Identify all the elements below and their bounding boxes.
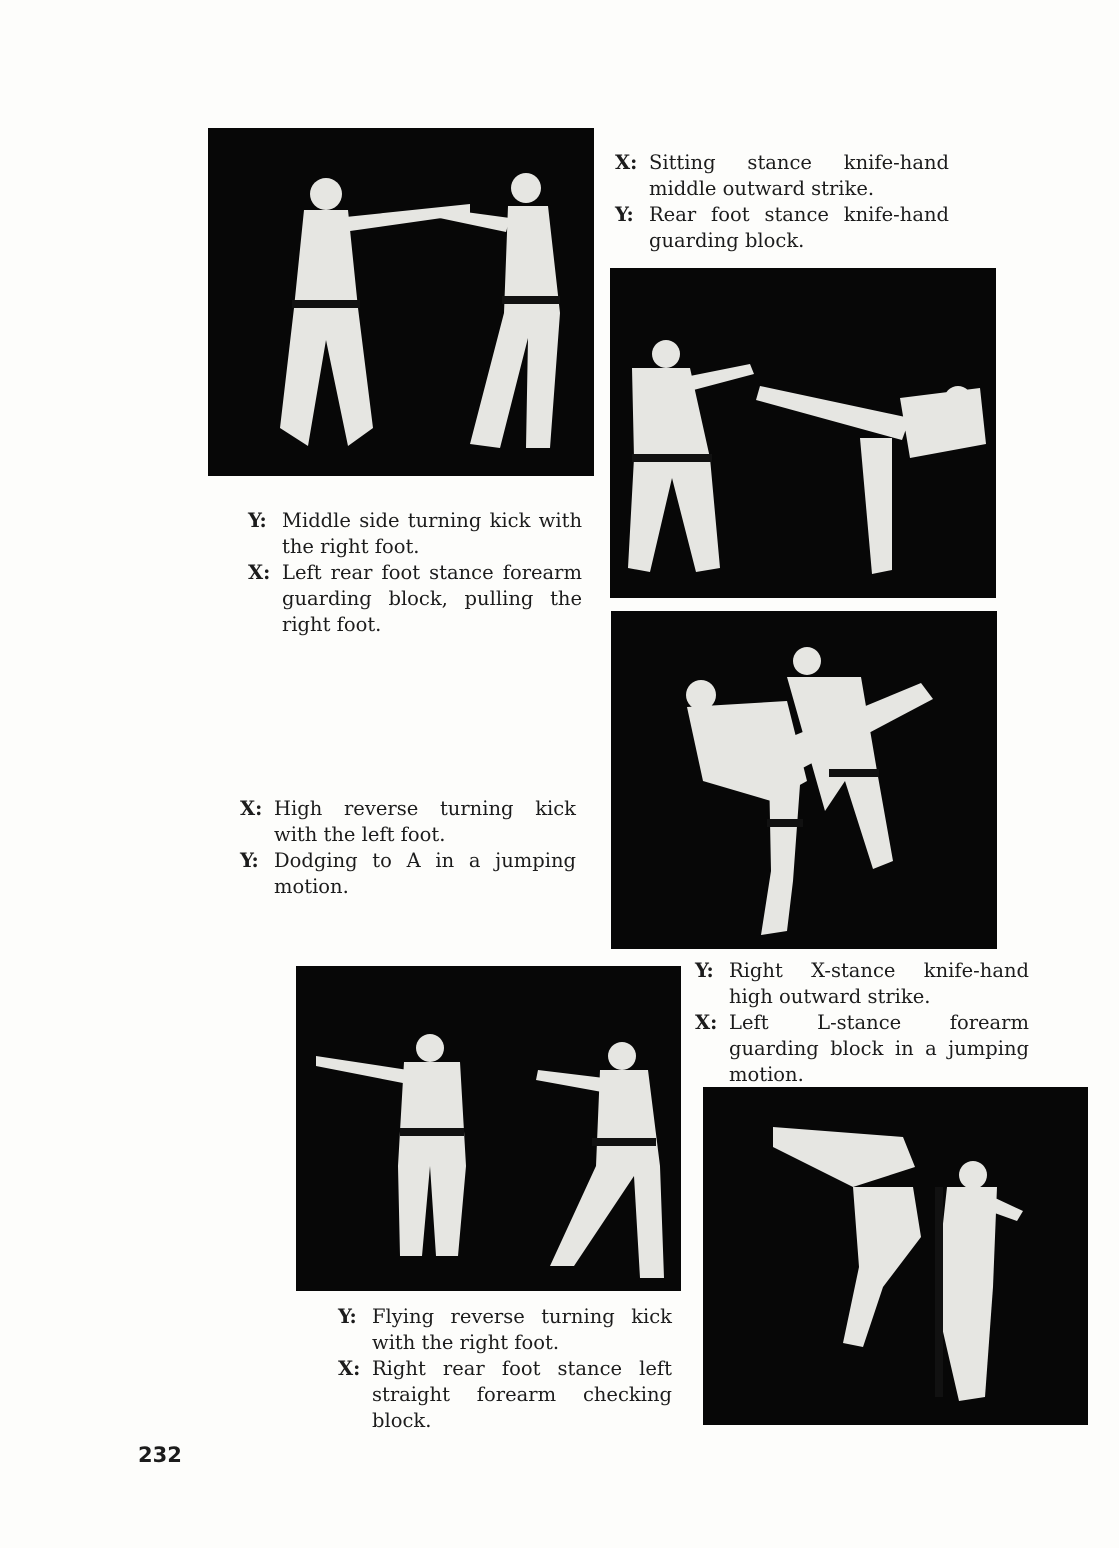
caption-3: [240, 796, 576, 900]
caption-text: Right X-stance knife-hand high outward strike.: [729, 959, 1029, 1008]
photo-reverse-turning-kick: [611, 611, 997, 949]
photo-x-stance-strike: [296, 966, 681, 1291]
caption-tag: X:: [695, 1011, 718, 1034]
caption-entry: [695, 958, 1029, 1010]
page-number: 232: [138, 1443, 182, 1467]
photo-knife-hand-strike: [208, 128, 594, 476]
caption-tag: X:: [240, 797, 263, 820]
caption-tag: X:: [248, 561, 271, 584]
caption-text: Flying reverse turning kick with the right foot.: [372, 1305, 672, 1354]
caption-text: Right rear foot stance left straight forearm checking block.: [372, 1357, 672, 1432]
caption-entry: [695, 1010, 1029, 1088]
caption-text: Left L-stance forearm guarding block in a jumping motion.: [729, 1011, 1029, 1086]
photo-side-turning-kick: [610, 268, 996, 598]
caption-tag: Y:: [695, 959, 714, 982]
caption-tag: X:: [338, 1357, 361, 1380]
caption-entry: [240, 848, 576, 900]
caption-text: Rear foot stance knife-hand guarding block.: [649, 203, 949, 252]
caption-text: Dodging to A in a jumping motion.: [274, 849, 576, 898]
caption-text: Left rear foot stance forearm guarding block, pulling the right foot.: [282, 561, 582, 636]
caption-2: [248, 508, 582, 638]
caption-tag: X:: [615, 151, 638, 174]
caption-tag: Y:: [248, 509, 267, 532]
caption-5: [338, 1304, 672, 1434]
caption-text: High reverse turning kick with the left foot.: [274, 797, 576, 846]
caption-text: Middle side turning kick with the right foot.: [282, 509, 582, 558]
caption-entry: [338, 1304, 672, 1356]
caption-entry: [248, 508, 582, 560]
caption-4: [695, 958, 1029, 1088]
caption-tag: Y:: [615, 203, 634, 226]
caption-text: Sitting stance knife-hand middle outward strike.: [649, 151, 949, 200]
caption-tag: Y:: [240, 849, 259, 872]
caption-entry: [248, 560, 582, 638]
caption-entry: [338, 1356, 672, 1434]
photo-flying-kick: [703, 1087, 1088, 1425]
caption-entry: [240, 796, 576, 848]
caption-1: [615, 150, 949, 254]
caption-tag: Y:: [338, 1305, 357, 1328]
caption-entry: [615, 202, 949, 254]
caption-entry: [615, 150, 949, 202]
